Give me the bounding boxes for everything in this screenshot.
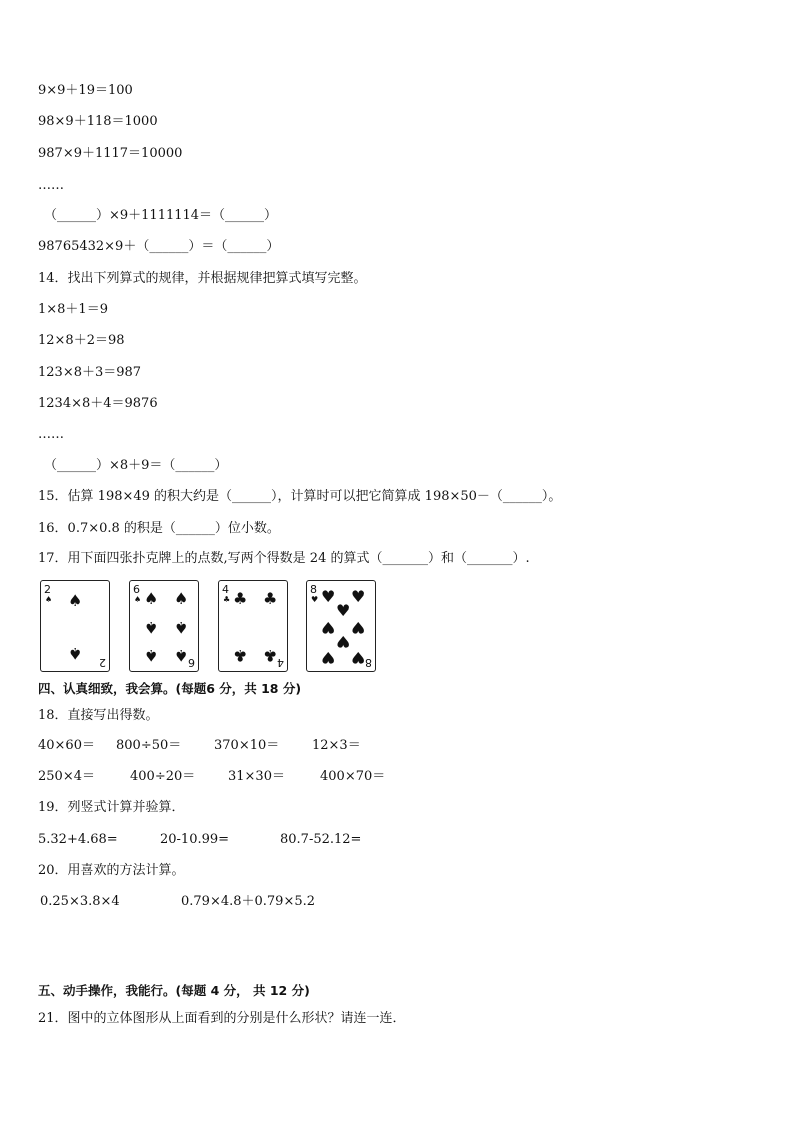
- card-rank: 2: [44, 583, 51, 596]
- question-18: 18．直接写出得数。: [38, 708, 159, 723]
- question-20: 20．用喜欢的方法计算。: [38, 863, 185, 878]
- heart-icon: ♥: [321, 587, 336, 606]
- club-icon: ♣: [233, 589, 248, 608]
- card-rank: 4: [222, 583, 229, 596]
- pattern-line-1: 9×9＋19＝100: [38, 83, 133, 98]
- q18-item: 800÷50＝: [116, 738, 182, 753]
- section-4-heading: 四、认真细致，我会算。(每题6 分，共 18 分): [38, 681, 302, 696]
- card-rank: 4: [277, 656, 284, 669]
- spade-icon: ♠: [68, 591, 83, 610]
- heart-icon: ♥: [321, 648, 336, 667]
- section-5-heading: 五、动手操作，我能行。(每题 4 分， 共 12 分): [38, 983, 310, 998]
- heart-icon: ♥: [311, 595, 319, 604]
- card-rank: 6: [133, 583, 140, 596]
- pattern-line-3: 987×9＋1117＝10000: [38, 146, 183, 161]
- playing-card-6-spades: [129, 580, 199, 672]
- question-15: 15．估算 198×49 的积大约是（______），计算时可以把它简算成 198×50－（______）。: [38, 489, 562, 504]
- fill-blank-line-3: （______）×8＋9＝（______）: [44, 458, 228, 473]
- pattern-line-4: 1×8＋1＝9: [38, 302, 108, 317]
- club-icon: ♣: [223, 595, 231, 604]
- question-19: 19．列竖式计算并验算．: [38, 800, 185, 815]
- ellipsis-2: ……: [38, 427, 64, 442]
- spade-icon: ♠: [134, 595, 142, 604]
- q18-item: 370×10＝: [214, 738, 280, 753]
- fill-blank-line-1: （______）×9＋1111114＝（______）: [44, 208, 278, 223]
- heart-icon: ♥: [336, 632, 351, 651]
- spade-icon: ♠: [144, 646, 159, 665]
- card-rank: 8: [365, 656, 372, 669]
- q18-item: 250×4＝: [38, 769, 95, 784]
- card-rank: 8: [310, 583, 317, 596]
- q19-item: 80.7-52.12=: [280, 832, 362, 847]
- q18-item: 40×60＝: [38, 738, 95, 753]
- spade-icon: ♠: [144, 618, 159, 637]
- heart-icon: ♥: [351, 648, 366, 667]
- spade-icon: ♠: [45, 595, 53, 604]
- fill-blank-line-2: 98765432×9＋（______）＝（______）: [38, 239, 280, 254]
- question-14: 14．找出下列算式的规律，并根据规律把算式填写完整。: [38, 271, 367, 286]
- pattern-line-2: 98×9＋118＝1000: [38, 114, 158, 129]
- question-16: 16．0.7×0.8 的积是（______）位小数。: [38, 521, 280, 536]
- question-17: 17．用下面四张扑克牌上的点数,写两个得数是 24 的算式（_______）和（_______）.: [38, 551, 530, 566]
- heart-icon: ♥: [351, 587, 366, 606]
- playing-card-2-spades: [40, 580, 110, 672]
- q18-item: 12×3＝: [312, 738, 361, 753]
- question-21: 21．图中的立体图形从上面看到的分别是什么形状？请连一连．: [38, 1011, 406, 1026]
- q20-item: 0.79×4.8＋0.79×5.2: [181, 894, 316, 909]
- spade-icon: ♠: [174, 646, 189, 665]
- q18-item: 31×30＝: [228, 769, 285, 784]
- pattern-line-7: 1234×8＋4＝9876: [38, 396, 158, 411]
- club-icon: ♣: [263, 646, 278, 665]
- playing-card-4-clubs: [218, 580, 288, 672]
- heart-icon: ♥: [336, 601, 351, 620]
- q18-item: 400×70＝: [320, 769, 386, 784]
- spade-icon: ♠: [144, 589, 159, 608]
- club-icon: ♣: [233, 646, 248, 665]
- playing-card-8-hearts: [306, 580, 376, 672]
- q20-item: 0.25×3.8×4: [40, 894, 120, 909]
- spade-icon: ♠: [174, 589, 189, 608]
- ellipsis-1: ……: [38, 178, 64, 193]
- heart-icon: ♥: [351, 618, 366, 637]
- spade-icon: ♠: [68, 644, 83, 663]
- pattern-line-6: 123×8＋3＝987: [38, 365, 142, 380]
- heart-icon: ♥: [321, 618, 336, 637]
- card-rank: 2: [99, 656, 106, 669]
- pattern-line-5: 12×8＋2＝98: [38, 333, 125, 348]
- q19-item: 5.32+4.68=: [38, 832, 118, 847]
- q18-item: 400÷20＝: [130, 769, 196, 784]
- spade-icon: ♠: [174, 618, 189, 637]
- club-icon: ♣: [263, 589, 278, 608]
- card-rank: 6: [188, 656, 195, 669]
- q19-item: 20-10.99=: [160, 832, 230, 847]
